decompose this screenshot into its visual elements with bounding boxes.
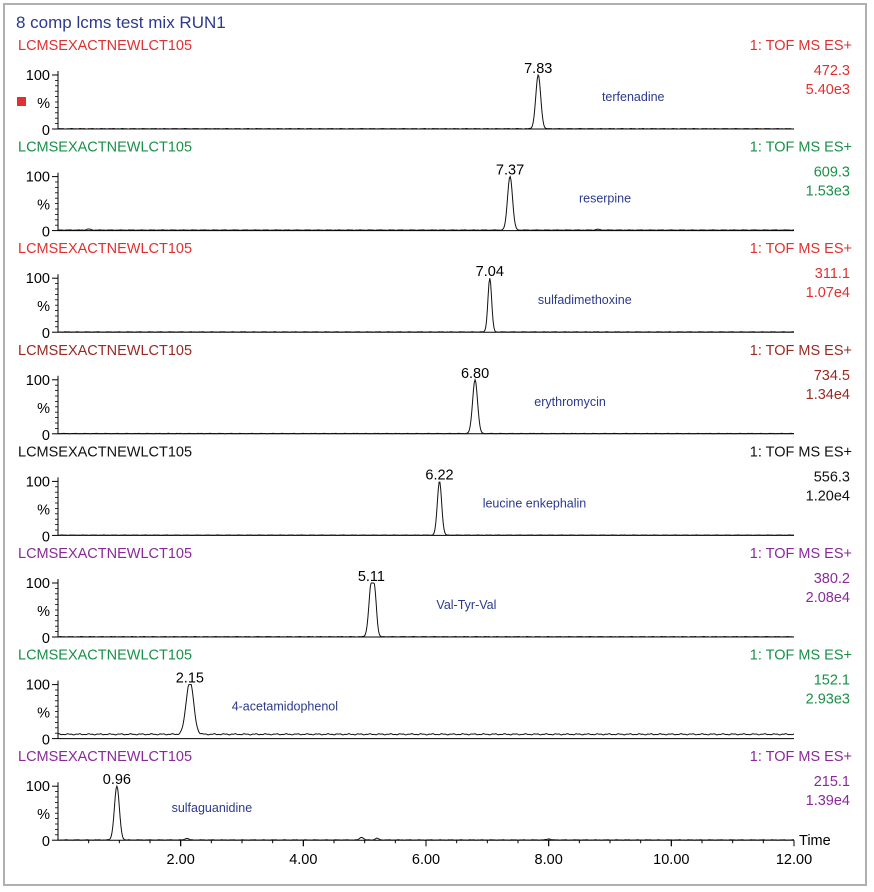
peak-retention-label: 6.80: [460, 365, 490, 382]
chromatogram-trace: [58, 75, 794, 129]
peak-retention-label: 5.11: [357, 569, 385, 585]
chromatogram-trace: [58, 278, 794, 332]
trace-mass-label: 215.1: [813, 774, 850, 791]
y-tick-label: 100: [25, 372, 50, 389]
y-tick-label: 100: [25, 271, 50, 288]
trace-function-label: 1: TOF MS ES+: [749, 647, 852, 664]
y-tick-label: 0: [41, 529, 50, 546]
y-axis-label: %: [37, 197, 50, 214]
trace-intensity-label: 1.07e4: [805, 285, 850, 302]
x-tick-label: 10.00: [653, 852, 690, 869]
y-tick-label: 0: [41, 834, 50, 851]
trace-instrument-label: LCMSEXACTNEWLCT105: [18, 749, 193, 766]
trace-instrument-label: LCMSEXACTNEWLCT105: [18, 444, 193, 461]
trace-instrument-label: LCMSEXACTNEWLCT105: [18, 38, 193, 54]
trace-function-label: 1: TOF MS ES+: [749, 749, 852, 766]
trace-intensity-label: 2.93e3: [805, 691, 850, 708]
y-tick-label: 100: [25, 779, 50, 796]
chromatogram-trace: [58, 685, 794, 735]
y-tick-label: 0: [41, 631, 50, 647]
trace-instrument-label: LCMSEXACTNEWLCT105: [18, 647, 193, 664]
trace-intensity-label: 1.20e4: [805, 488, 850, 505]
y-tick-label: 100: [25, 576, 50, 592]
compound-label: sulfaguanidine: [171, 801, 253, 816]
trace-function-label: 1: TOF MS ES+: [749, 38, 852, 54]
chromatogram-trace: [58, 786, 794, 840]
trace-function-label: 1: TOF MS ES+: [749, 546, 852, 562]
compound-label: 4-acetamidophenol: [231, 699, 339, 714]
trace-marker-icon: [17, 97, 26, 106]
trace-function-label: 1: TOF MS ES+: [749, 342, 852, 359]
compound-label: Val-Tyr-Val: [436, 598, 497, 612]
y-axis-label: %: [37, 604, 50, 620]
trace-function-label: 1: TOF MS ES+: [749, 444, 852, 461]
trace-function-label: 1: TOF MS ES+: [749, 241, 852, 258]
y-tick-label: 0: [41, 732, 50, 749]
trace-intensity-label: 1.39e4: [805, 793, 850, 810]
compound-label: reserpine: [578, 191, 632, 206]
trace-instrument-label: LCMSEXACTNEWLCT105: [18, 241, 193, 258]
y-tick-label: 0: [41, 224, 50, 241]
x-axis-label: Time: [799, 833, 831, 850]
compound-label: erythromycin: [534, 394, 606, 409]
compound-label: terfenadine: [601, 90, 665, 104]
x-tick-label: 4.00: [289, 852, 318, 869]
chromatogram-trace: [58, 482, 794, 535]
x-tick-label: 6.00: [411, 852, 441, 869]
x-tick-label: 2.00: [166, 852, 195, 869]
chromatogram-trace: [58, 380, 794, 434]
trace-mass-label: 380.2: [813, 571, 850, 587]
peak-retention-label: 0.96: [102, 772, 131, 789]
compound-label: leucine enkephalin: [482, 496, 587, 511]
y-tick-label: 100: [25, 169, 50, 186]
y-axis-label: %: [37, 502, 50, 519]
peak-retention-label: 7.37: [495, 162, 525, 179]
y-tick-label: 0: [41, 326, 50, 343]
peak-retention-label: 6.22: [425, 467, 454, 484]
trace-intensity-label: 5.40e3: [805, 82, 850, 98]
trace-mass-label: 152.1: [813, 672, 850, 689]
y-tick-label: 100: [25, 68, 50, 84]
y-tick-label: 0: [41, 427, 50, 444]
y-axis-label: %: [37, 299, 50, 316]
trace-mass-label: 734.5: [813, 367, 850, 384]
chromatogram-trace: [58, 583, 794, 637]
trace-intensity-label: 1.53e3: [805, 183, 850, 200]
trace-mass-label: 311.1: [814, 266, 850, 283]
y-tick-label: 100: [25, 474, 50, 491]
chromatogram-trace: [58, 177, 794, 231]
x-tick-label: 8.00: [534, 852, 563, 869]
trace-function-label: 1: TOF MS ES+: [749, 139, 852, 156]
y-axis-label: %: [37, 400, 50, 417]
trace-intensity-label: 2.08e4: [805, 590, 850, 606]
y-axis-label: %: [37, 807, 50, 824]
y-tick-label: 0: [41, 123, 50, 139]
peak-retention-label: 7.83: [524, 61, 553, 77]
x-tick-label: 12.00: [775, 852, 813, 869]
trace-intensity-label: 1.34e4: [805, 386, 850, 403]
peak-retention-label: 7.04: [475, 264, 504, 281]
trace-mass-label: 556.3: [813, 469, 850, 486]
peak-retention-label: 2.15: [175, 670, 204, 687]
y-axis-label: %: [37, 705, 50, 722]
trace-instrument-label: LCMSEXACTNEWLCT105: [18, 546, 193, 562]
y-axis-label: %: [37, 96, 50, 112]
trace-mass-label: 609.3: [813, 164, 850, 181]
trace-instrument-label: LCMSEXACTNEWLCT105: [18, 342, 193, 359]
figure-title: 8 comp lcms test mix RUN1: [16, 13, 226, 32]
y-tick-label: 100: [25, 677, 50, 694]
trace-instrument-label: LCMSEXACTNEWLCT105: [18, 139, 193, 156]
trace-mass-label: 472.3: [813, 63, 850, 79]
compound-label: sulfadimethoxine: [537, 293, 632, 308]
